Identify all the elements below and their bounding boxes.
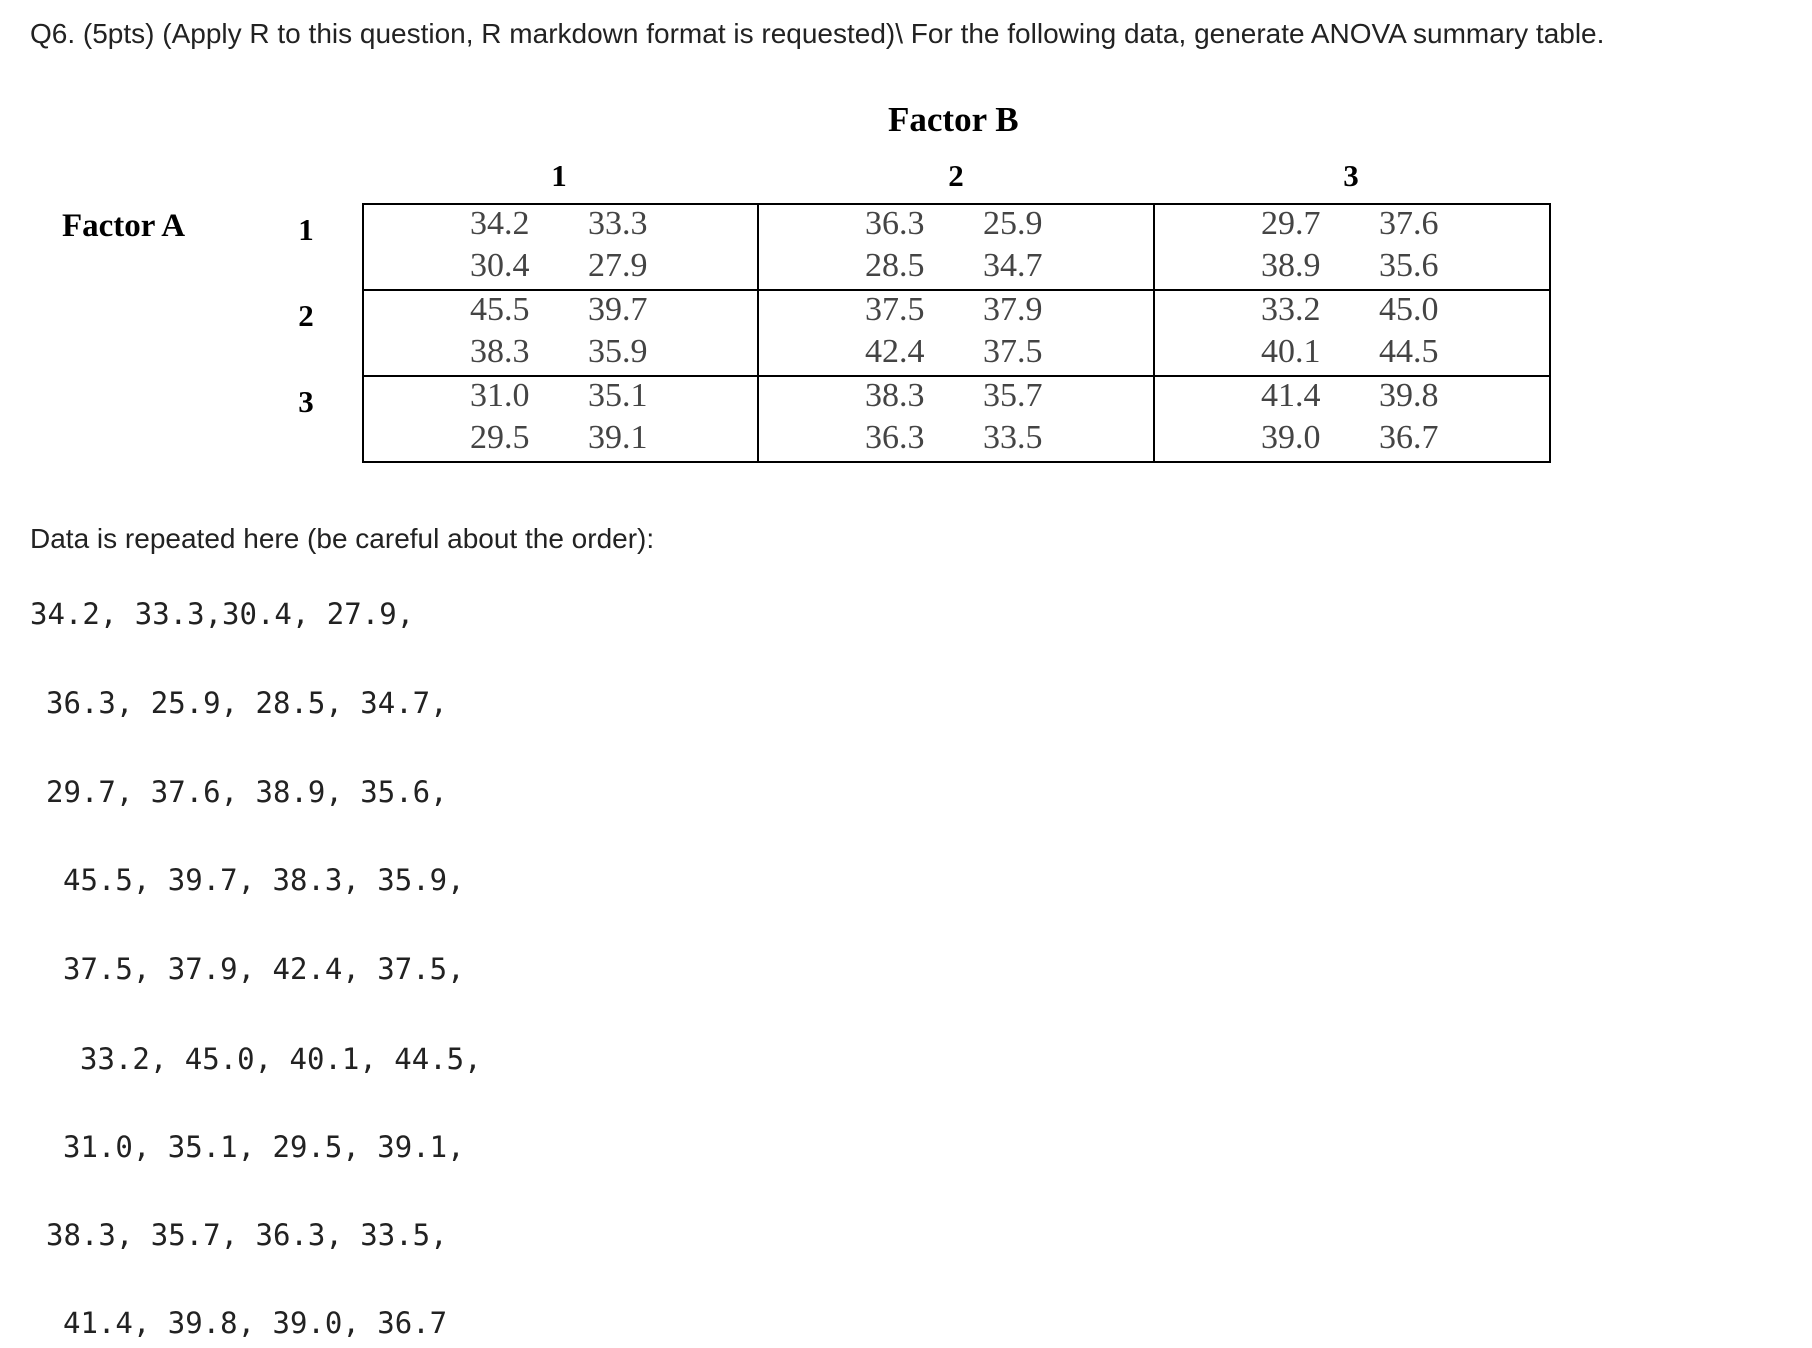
table-cell-a1-b3: [1155, 205, 1549, 291]
cell-value: 29.7: [1261, 205, 1321, 242]
cell-value: 37.6: [1379, 205, 1439, 242]
data-line-3: 29.7, 37.6, 38.9, 35.6,: [46, 775, 448, 809]
cell-value: 38.9: [1261, 247, 1321, 284]
cell-value: 27.9: [588, 247, 648, 284]
data-line-6: 33.2, 45.0, 40.1, 44.5,: [80, 1042, 482, 1076]
data-line-4: 45.5, 39.7, 38.3, 35.9,: [63, 863, 465, 897]
cell-value: 39.1: [588, 419, 648, 456]
factor-a-level-2: 2: [298, 298, 314, 333]
cell-value: 28.5: [865, 247, 925, 284]
table-cell-a3-b1: [364, 377, 759, 461]
table-cell-a2-b2: [759, 291, 1155, 377]
table-cell-a1-b1: [364, 205, 759, 291]
cell-value: 39.8: [1379, 377, 1439, 414]
table-cell-a1-b2: [759, 205, 1155, 291]
repeat-note: Data is repeated here (be careful about the order):: [30, 523, 655, 554]
cell-value: 34.2: [470, 205, 530, 242]
cell-value: 39.0: [1261, 419, 1321, 456]
cell-value: 44.5: [1379, 333, 1439, 370]
cell-value: 41.4: [1261, 377, 1321, 414]
table-cell-a2-b1: [364, 291, 759, 377]
factor-b-level-3: 3: [1343, 158, 1359, 193]
data-line-2: 36.3, 25.9, 28.5, 34.7,: [46, 686, 448, 720]
factor-a-title: Factor A: [62, 208, 186, 244]
data-line-5: 37.5, 37.9, 42.4, 37.5,: [63, 952, 465, 986]
cell-value: 35.9: [588, 333, 648, 370]
cell-value: 42.4: [865, 333, 925, 370]
cell-value: 37.5: [865, 291, 925, 328]
cell-value: 25.9: [983, 205, 1043, 242]
data-line-8: 38.3, 35.7, 36.3, 33.5,: [46, 1218, 448, 1252]
cell-value: 37.9: [983, 291, 1043, 328]
cell-value: 35.1: [588, 377, 648, 414]
cell-value: 33.5: [983, 419, 1043, 456]
cell-value: 33.2: [1261, 291, 1321, 328]
factor-b-level-1: 1: [551, 158, 567, 193]
cell-value: 36.3: [865, 205, 925, 242]
cell-value: 39.7: [588, 291, 648, 328]
data-table: [362, 203, 1551, 463]
cell-value: 36.3: [865, 419, 925, 456]
cell-value: 37.5: [983, 333, 1043, 370]
question-text: Q6. (5pts) (Apply R to this question, R markdown format is requested)\ For the following data, generate ANOVA summary table.: [30, 18, 1605, 49]
cell-value: 36.7: [1379, 419, 1439, 456]
factor-b-title: Factor B: [888, 100, 1019, 139]
factor-a-level-3: 3: [298, 384, 314, 419]
cell-value: 38.3: [865, 377, 925, 414]
cell-value: 38.3: [470, 333, 530, 370]
data-line-7: 31.0, 35.1, 29.5, 39.1,: [63, 1130, 465, 1164]
cell-value: 40.1: [1261, 333, 1321, 370]
cell-value: 33.3: [588, 205, 648, 242]
table-cell-a3-b2: [759, 377, 1155, 461]
cell-value: 45.5: [470, 291, 530, 328]
table-cell-a2-b3: [1155, 291, 1549, 377]
data-line-9: 41.4, 39.8, 39.0, 36.7: [63, 1306, 448, 1340]
factor-a-level-1: 1: [298, 212, 314, 247]
cell-value: 30.4: [470, 247, 530, 284]
cell-value: 35.7: [983, 377, 1043, 414]
cell-value: 35.6: [1379, 247, 1439, 284]
cell-value: 31.0: [470, 377, 530, 414]
data-line-1: 34.2, 33.3,30.4, 27.9,: [30, 597, 415, 631]
cell-value: 34.7: [983, 247, 1043, 284]
cell-value: 45.0: [1379, 291, 1439, 328]
cell-value: 29.5: [470, 419, 530, 456]
factor-b-level-2: 2: [948, 158, 964, 193]
table-cell-a3-b3: [1155, 377, 1549, 461]
